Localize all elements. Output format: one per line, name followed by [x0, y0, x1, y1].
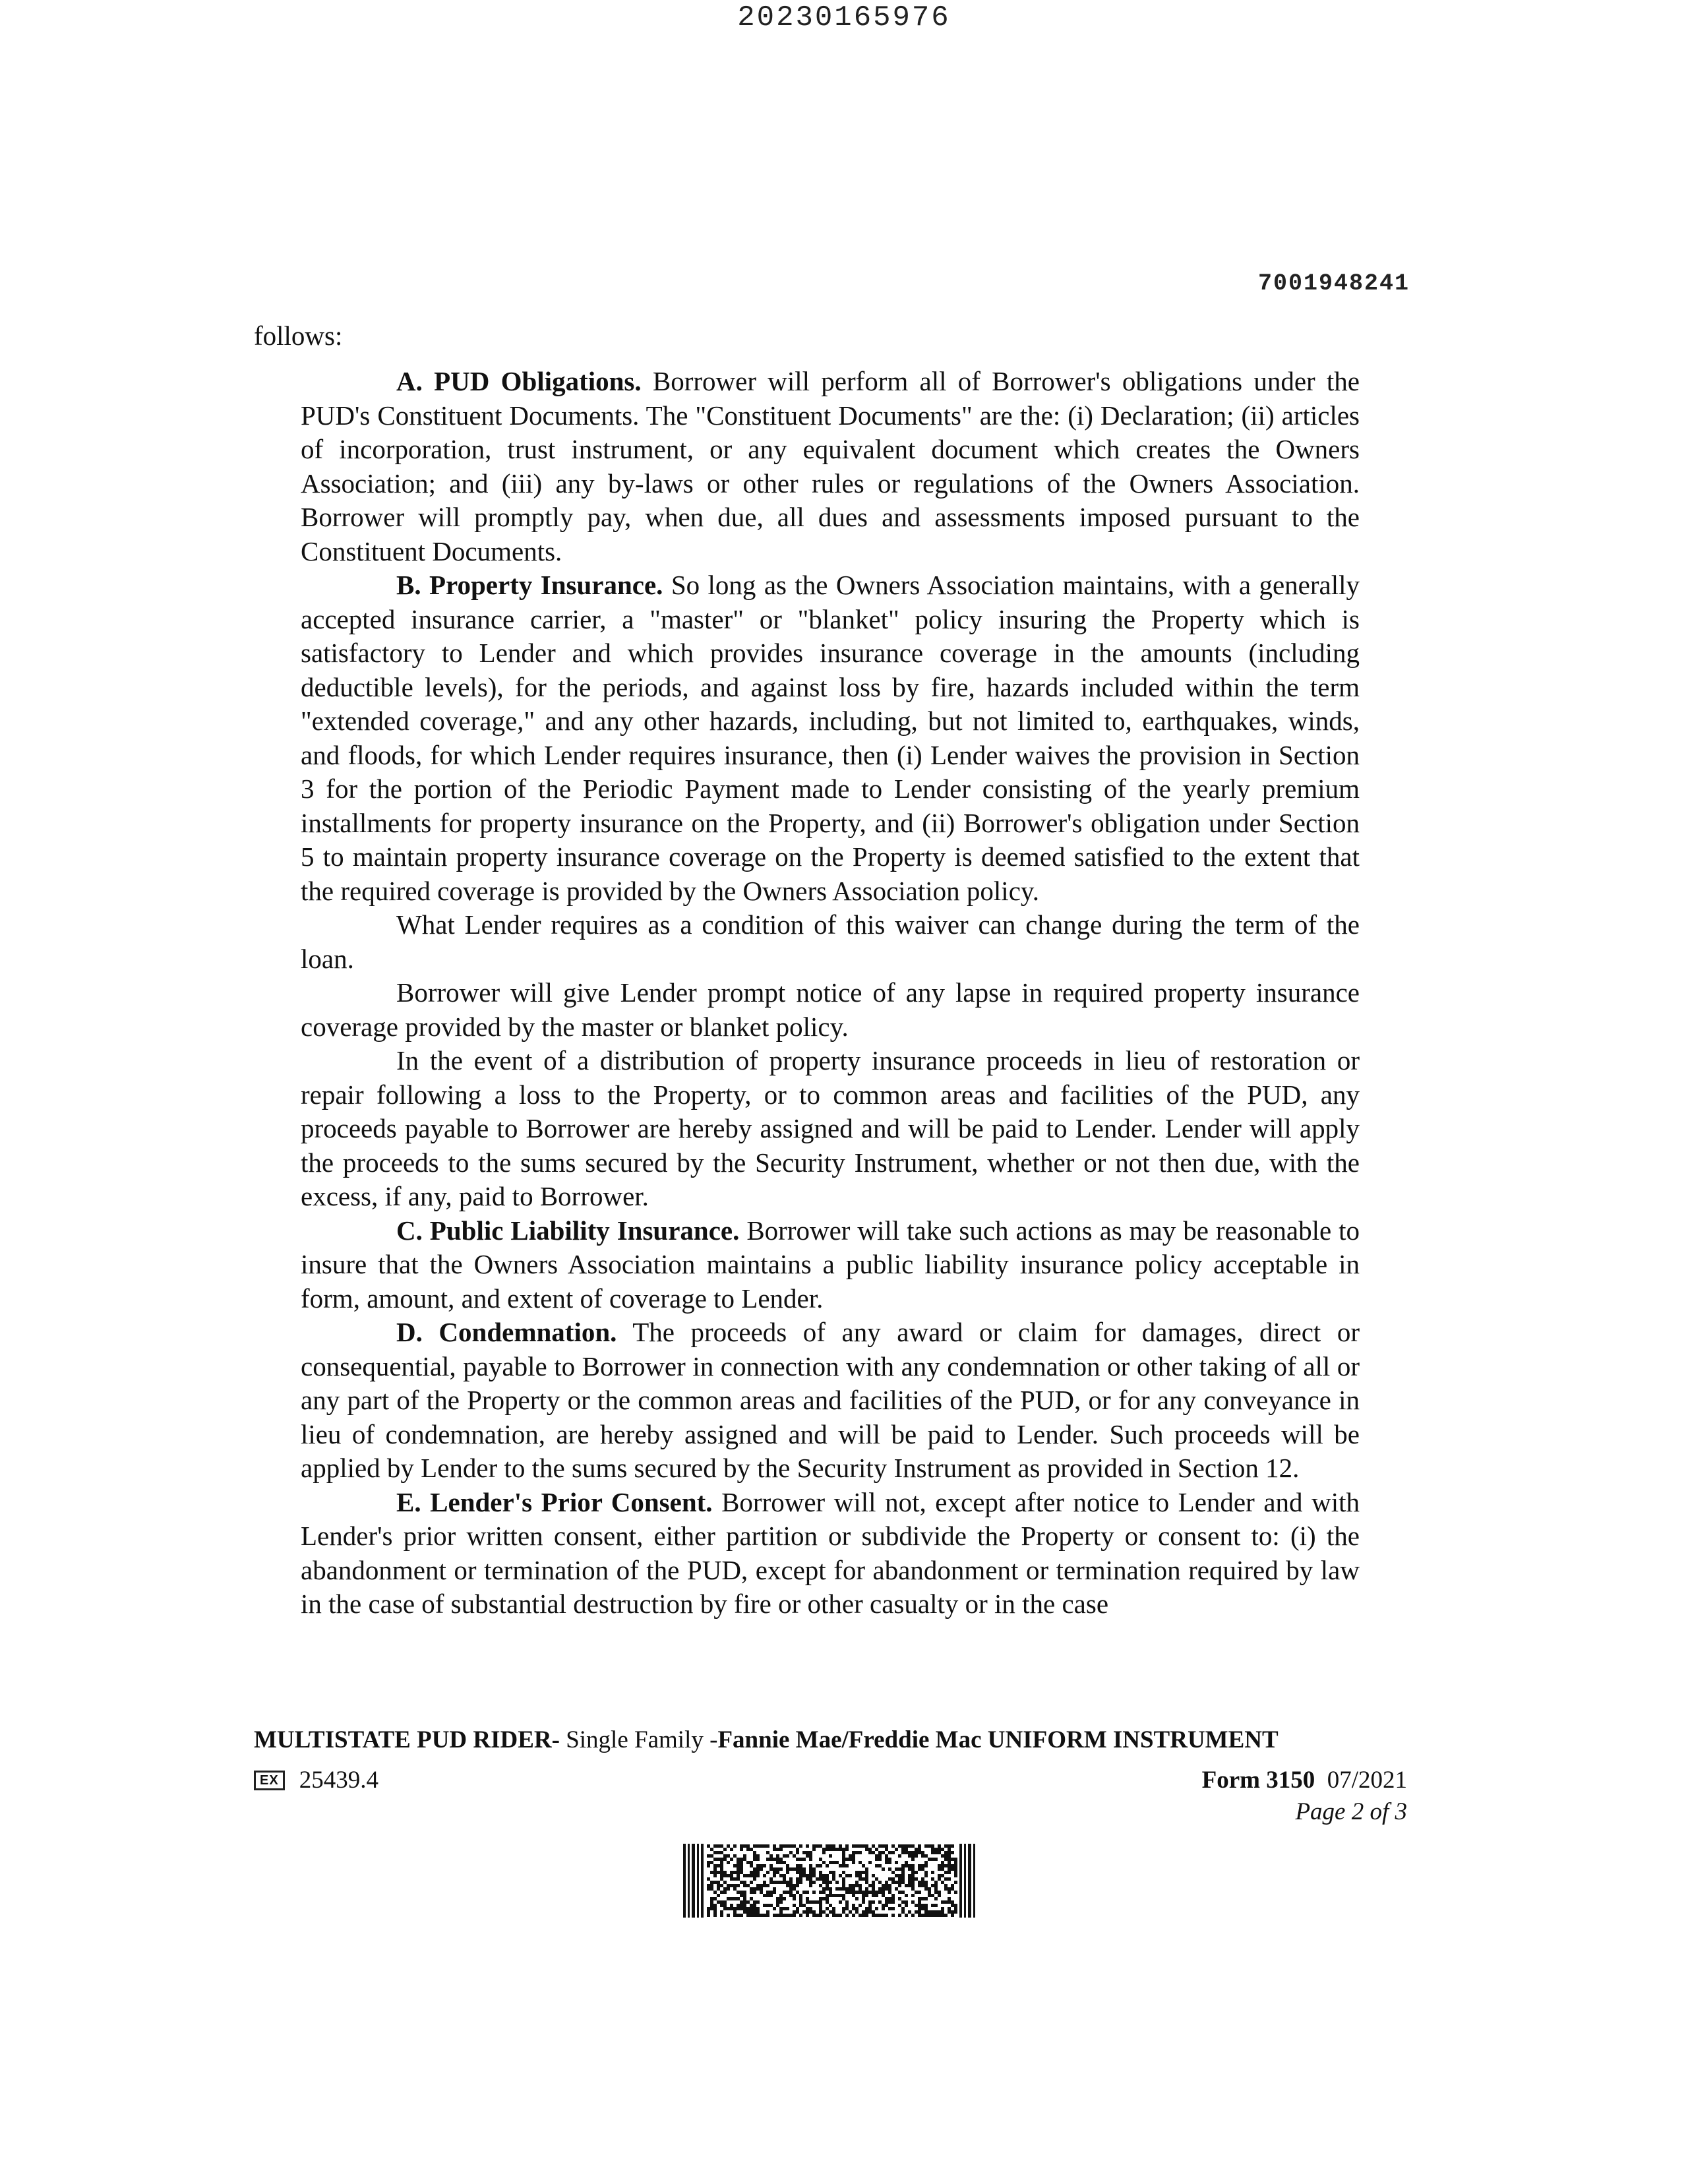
footer-doc-code [254, 1765, 378, 1796]
barcode-icon [683, 1844, 977, 1918]
section-d-text: The proceeds of any award or claim for damages, direct or consequential, payable to Borrower in connection with any condemnation or other taking of all or any part of the Property or the common areas and facilities of the PUD, or for any conveyance in lieu of condemnation, are hereby assigned and will be paid to Lender. Such proceeds will be applied by Lender to the sums secured by the Security Instrument as provided in Section 12. [301, 1317, 1360, 1483]
section-c-paragraph [301, 1214, 1360, 1316]
section-d-heading: D. Condemnation. [396, 1317, 617, 1347]
footer-title [254, 1724, 1363, 1756]
recording-number: 20230165976 [737, 1, 951, 34]
footer-form-info [1202, 1765, 1407, 1828]
form-line [1202, 1765, 1407, 1796]
section-b-text: So long as the Owners Association maintains, with a generally accepted insurance carrier, a "master" or "blanket" policy insuring the Property which is satisfactory to Lender and which provides insurance coverage in the amounts (including deductible levels), for the periods, and against loss by fire, hazards included within the term "extended coverage," and any other hazards, including, but not limited to, earthquakes, winds, and floods, for which Lender requires insurance, then (i) Lender waives the provision in Section 3 for the portion of the Periodic Payment made to Lender consisting of the yearly premium installments for property insurance on the Property, and (ii) Borrower's obligation under Section 5 to maintain property insurance coverage on the Property is deemed satisfied to the extent that the required coverage is provided by the Owners Association policy. [301, 570, 1360, 906]
footer-title-instrument: Fannie Mae/Freddie Mac UNIFORM INSTRUMENT [717, 1726, 1279, 1753]
section-a-paragraph [301, 365, 1360, 568]
distribution-paragraph [301, 1044, 1360, 1214]
form-label: Form 3150 [1201, 1767, 1315, 1794]
ex-badge-icon: EX [254, 1771, 285, 1790]
section-c-heading: C. Public Liability Insurance. [396, 1215, 740, 1246]
section-e-paragraph [301, 1486, 1360, 1622]
section-b-paragraph [301, 568, 1360, 908]
waiver-text: What Lender requires as a condition of this waiver can change during the term of the loan. [301, 909, 1360, 974]
section-c-text: Borrower will take such actions as may be reasonable to insure that the Owners Association maintains a public liability insurance policy acceptable in form, amount, and extent of coverage to Lender. [301, 1215, 1360, 1314]
section-e-text: Borrower will not, except after notice to Lender and with Lender's prior written consent, either partition or subdivide the Property or consent to: (i) the abandonment or termination of the PUD, except for abandonment or termination required by law in the case of substantial destruction by fire or other casualty or in the case [301, 1486, 1360, 1619]
distribution-text: In the event of a distribution of property insurance proceeds in lieu of restoration or repair following a loss to the Property, or to common areas and facilities of the PUD, any proceeds payable to Borrower are hereby assigned and will be paid to Lender. Lender will apply the proceeds to the sums secured by the Security Instrument, whether or not then due, with the excess, if any, paid to Borrower. [301, 1045, 1360, 1211]
form-date: 07/2021 [1327, 1767, 1407, 1794]
section-d-paragraph [301, 1316, 1360, 1486]
footer-title-rider: MULTISTATE PUD RIDER- [254, 1726, 560, 1753]
waiver-paragraph [301, 908, 1360, 976]
page-number: Page 2 of 3 [1295, 1798, 1407, 1825]
rider-body [301, 365, 1360, 1622]
section-b-heading: B. Property Insurance. [396, 570, 663, 600]
loan-number: 7001948241 [1257, 270, 1410, 297]
footer-title-family: Single Family - [559, 1726, 718, 1753]
lapse-notice-text: Borrower will give Lender prompt notice of any lapse in required property insurance coverage provided by the master or blanket policy. [301, 977, 1360, 1042]
doc-code: 25439.4 [299, 1767, 378, 1794]
section-a-text: Borrower will perform all of Borrower's obligations under the PUD's Constituent Documents. The "Constituent Documents" are the: (i) Declaration; (ii) articles of incorporation, trust instrument, or any equivalent document which creates the Owners Association; and (iii) any by-laws or other rules or regulations of the Owners Association. Borrower will promptly pay, when due, all dues and assessments imposed pursuant to the Constituent Documents. [301, 366, 1360, 566]
lapse-notice-paragraph [301, 976, 1360, 1044]
section-a-heading: A. PUD Obligations. [396, 366, 642, 396]
section-e-heading: E. Lender's Prior Consent. [396, 1486, 713, 1517]
intro-text: follows: [254, 320, 343, 351]
